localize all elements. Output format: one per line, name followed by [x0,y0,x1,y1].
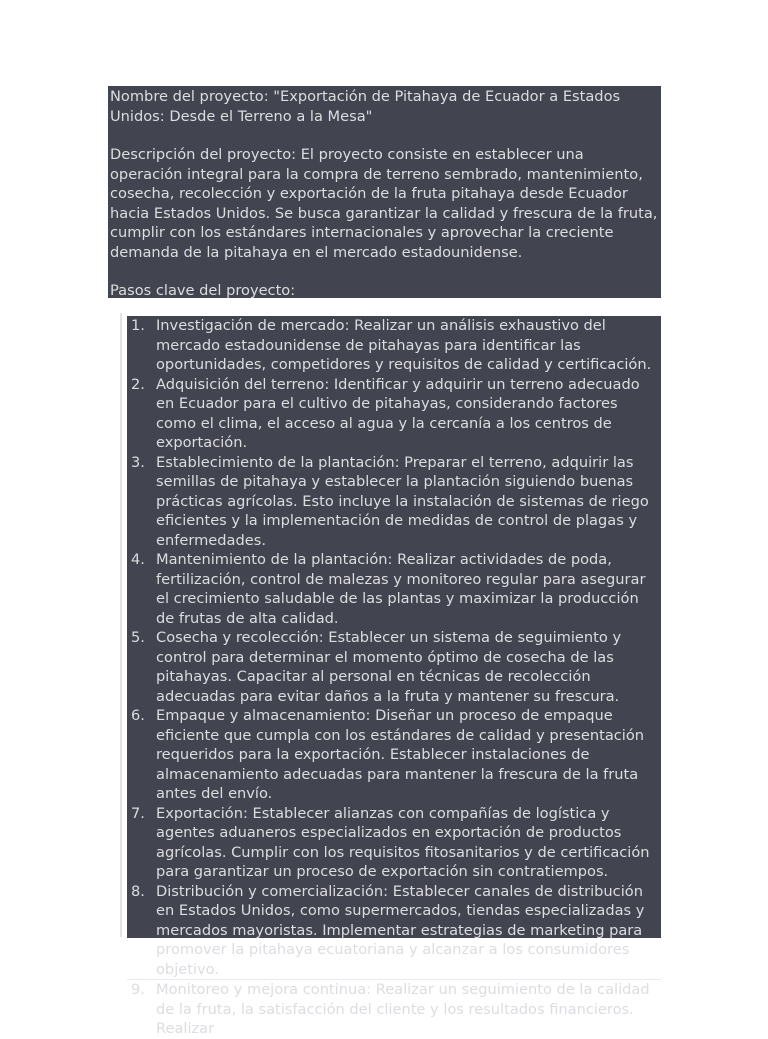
step-number: 3. [131,453,145,471]
list-item-step-5 [127,628,661,706]
list-item-step-3 [127,453,661,551]
step-number: 2. [131,375,145,393]
list-item-step-8 [127,882,661,980]
step-text: Exportación: Establecer alianzas con compañías de logística y agentes aduaneros especializados en exportación de productos agrícolas. Cumplir con los requisitos fitosanitarios y de certificación para garantizar un proceso de exportación sin contratiempos. [156,804,650,880]
steps-heading: Pasos clave del proyecto: [110,282,296,299]
step-number: 1. [131,317,145,334]
step-text: Adquisición del terreno: Identificar y adquirir un terreno adecuado en Ecuador para el cultivo de pitahayas, considerando factores como el clima, el acceso al agua y la cercanía a los centros de exportación. [156,375,640,451]
step-text: Investigación de mercado: Realizar un análisis exhaustivo del mercado estadounidense de pitahayas para identificar las oportunidades, competidores y requisitos de calidad y certificación. [156,317,652,373]
project-description: Descripción del proyecto: El proyecto consiste en establecer una operación integral para la compra de terreno sembrado, mantenimiento, cosecha, recolección y exportación de la fruta pitahaya desde Ecuador hacia Estados Unidos. Se busca garantizar la calidad y frescura de la fruta, cumplir con los estándares internacionales y aprovechar la creciente demanda de la pitahaya en el mercado estadounidense. [110,146,658,261]
list-item-step-9 [127,979,661,1039]
step-number: 8. [131,882,145,900]
list-divider-line [120,313,122,937]
step-number: 9. [131,981,145,998]
list-item-step-7 [127,804,661,882]
step-text: Monitoreo y mejora continua: Realizar un seguimiento de la calidad de la fruta, la satisfacción del cliente y los resultados financieros. Realizar [156,981,650,1037]
project-summary-block [108,86,661,298]
key-steps-list [127,316,661,1039]
list-item-step-6 [127,706,661,804]
step-text: Distribución y comercialización: Establecer canales de distribución en Estados Unidos, como supermercados, tiendas especializadas y mercados mayoristas. Implementar estrategias de marketing para promover la pitahaya ecuatoriana y alcanzar a los consumidores objetivo. [156,882,645,978]
step-text: Establecimiento de la plantación: Preparar el terreno, adquirir las semillas de pitahaya y establecer la plantación siguiendo buenas prácticas agrícolas. Esto incluye la instalación de sistemas de riego eficientes y la implementación de medidas de control de plagas y enfermedades. [156,453,649,549]
step-number: 5. [131,629,145,646]
step-number: 7. [131,804,145,822]
key-steps-block [127,316,661,1037]
list-item-step-1 [127,316,661,375]
step-number: 6. [131,707,145,724]
step-text: Cosecha y recolección: Establecer un sistema de seguimiento y control para determinar el momento óptimo de cosecha de las pitahayas. Capacitar al personal en técnicas de recolección adecuadas para evitar daños a la fruta y mantener su frescura. [156,629,622,705]
step-number: 4. [131,551,145,568]
list-item-step-2 [127,375,661,453]
project-name: Nombre del proyecto: "Exportación de Pitahaya de Ecuador a Estados Unidos: Desde el Terreno a la Mesa" [110,88,621,125]
step-text: Mantenimiento de la plantación: Realizar actividades de poda, fertilización, control de malezas y monitoreo regular para asegurar el crecimiento saludable de las plantas y maximizar la producción de frutas de alta calidad. [156,551,646,627]
list-item-step-4 [127,550,661,628]
step-text: Empaque y almacenamiento: Diseñar un proceso de empaque eficiente que cumpla con los estándares de calidad y presentación requeridos para la exportación. Establecer instalaciones de almacenamiento adecuadas para mantener la frescura de la fruta antes del envío. [156,707,645,802]
